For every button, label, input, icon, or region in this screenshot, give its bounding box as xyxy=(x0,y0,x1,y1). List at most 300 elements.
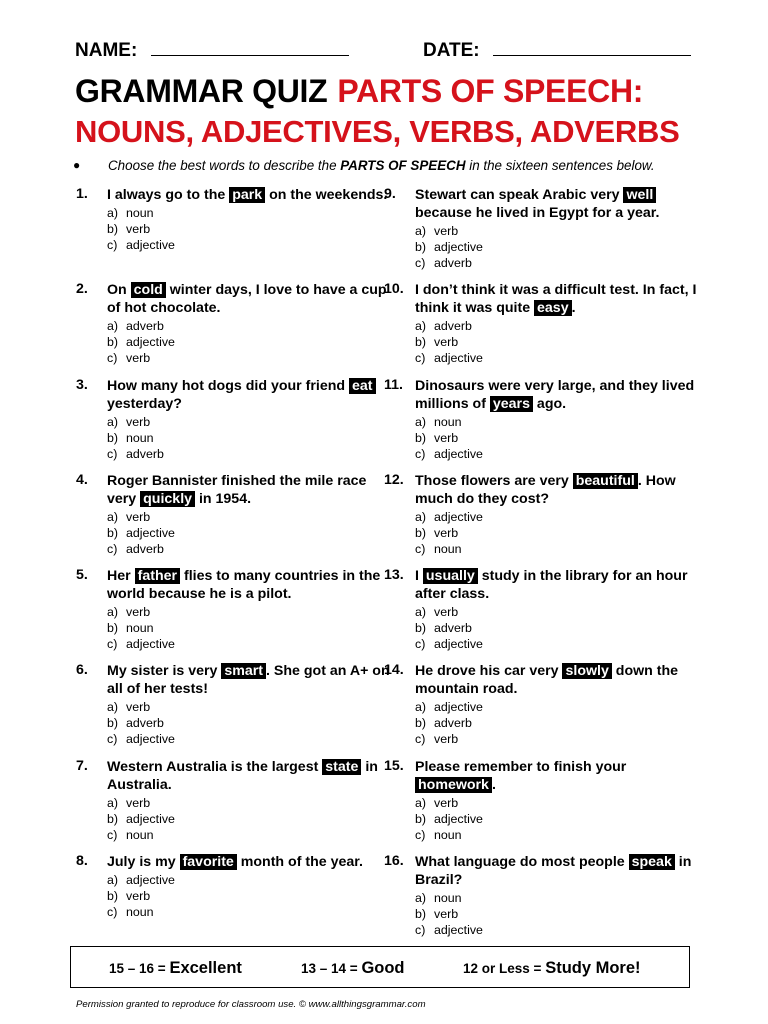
option-text: adjective xyxy=(434,240,483,254)
option-text: adjective xyxy=(434,700,483,715)
question-number: 16. xyxy=(384,853,404,870)
question-7 xyxy=(76,758,396,853)
answer-option[interactable] xyxy=(107,604,397,620)
option-letter: b) xyxy=(415,621,427,636)
score-range: 13 – 14 = xyxy=(301,961,362,976)
question-body xyxy=(107,567,397,652)
question-11 xyxy=(384,377,704,472)
option-text: adjective xyxy=(126,637,175,652)
option-letter: b) xyxy=(415,525,427,540)
highlighted-word: beautiful xyxy=(573,473,638,489)
stem-text-pre: Western Australia is the largest xyxy=(107,758,323,775)
option-text: verb xyxy=(126,795,151,810)
question-body xyxy=(415,472,705,557)
answer-option[interactable] xyxy=(107,221,397,237)
answer-options xyxy=(107,205,397,253)
answer-option[interactable] xyxy=(415,446,705,462)
stem-text-post: down the mountain road. xyxy=(415,663,679,698)
question-number: 2. xyxy=(76,281,88,298)
option-text: adverb xyxy=(126,319,164,334)
answer-option[interactable] xyxy=(415,620,705,636)
answer-option[interactable] xyxy=(415,350,705,366)
stem-text-pre: On xyxy=(107,282,131,299)
option-letter: c) xyxy=(415,446,426,461)
instructions-text-bold: PARTS OF SPEECH xyxy=(340,158,466,173)
option-letter: c) xyxy=(415,351,426,366)
stem-text-post: ago. xyxy=(532,395,567,412)
question-number: 7. xyxy=(76,757,88,774)
answer-option[interactable] xyxy=(415,255,705,271)
question-number: 10. xyxy=(384,281,404,298)
option-text: adjective xyxy=(434,811,483,826)
question-number: 6. xyxy=(76,662,88,679)
option-letter: c) xyxy=(107,827,118,842)
question-13 xyxy=(384,567,704,662)
stem-text-pre: Her xyxy=(107,568,135,585)
option-text: verb xyxy=(126,605,151,620)
question-body xyxy=(107,853,397,920)
option-text: noun xyxy=(434,827,462,842)
answer-option[interactable] xyxy=(415,827,705,843)
question-16 xyxy=(384,853,704,948)
option-letter: c) xyxy=(107,905,118,920)
answer-option[interactable] xyxy=(107,509,397,525)
option-text: noun xyxy=(126,621,154,636)
stem-text-pre: July is my xyxy=(107,854,180,871)
question-4 xyxy=(76,472,396,567)
answer-options xyxy=(415,604,705,652)
option-letter: b) xyxy=(107,811,119,826)
question-body xyxy=(415,281,705,366)
option-letter: c) xyxy=(415,923,426,938)
answer-option[interactable] xyxy=(415,731,705,747)
option-letter: b) xyxy=(415,430,427,445)
option-text: verb xyxy=(126,351,151,366)
option-text: verb xyxy=(434,224,459,238)
answer-option[interactable] xyxy=(415,795,705,811)
option-text: noun xyxy=(126,827,154,842)
highlighted-word: father xyxy=(135,568,180,584)
question-stem xyxy=(415,853,705,889)
option-letter: a) xyxy=(107,795,119,810)
question-8 xyxy=(76,853,396,948)
answer-option[interactable] xyxy=(415,636,705,652)
option-text: verb xyxy=(126,222,151,236)
name-blank-line[interactable] xyxy=(151,38,349,56)
stem-text-post: on the weekends. xyxy=(265,187,388,203)
option-letter: c) xyxy=(415,256,426,270)
answer-option[interactable] xyxy=(415,334,705,350)
answer-option[interactable] xyxy=(415,906,705,922)
option-text: adjective xyxy=(126,732,175,747)
stem-text-pre: Dinosaurs were very large, and they lived millions of xyxy=(415,377,695,412)
option-letter: a) xyxy=(107,700,119,715)
highlighted-word: favorite xyxy=(180,854,237,870)
answer-option[interactable] xyxy=(415,699,705,715)
date-field[interactable] xyxy=(423,38,691,62)
answer-options xyxy=(107,699,397,747)
stem-text-pre: Stewart can speak Arabic very xyxy=(415,187,624,203)
name-label: NAME: xyxy=(75,40,138,61)
answer-option[interactable] xyxy=(415,223,705,239)
answer-option[interactable] xyxy=(107,334,397,350)
option-text: verb xyxy=(126,509,151,524)
stem-text-pre: I don’t think it was a difficult test. In fact, I think it was quite xyxy=(415,282,697,317)
question-9 xyxy=(384,186,704,281)
instructions-text-post: in the sixteen sentences below. xyxy=(465,158,655,173)
answer-option[interactable] xyxy=(415,922,705,938)
question-body xyxy=(415,186,705,271)
answer-option[interactable] xyxy=(107,715,397,731)
option-letter: c) xyxy=(107,637,118,652)
option-letter: a) xyxy=(415,319,427,334)
option-letter: a) xyxy=(415,224,427,238)
question-10 xyxy=(384,281,704,376)
questions-column-right xyxy=(384,186,704,948)
option-letter: c) xyxy=(107,446,118,461)
answer-options xyxy=(415,699,705,747)
option-text: adverb xyxy=(434,621,472,636)
answer-option[interactable] xyxy=(415,811,705,827)
stem-text-pre: How many hot dogs did your friend xyxy=(107,377,349,394)
score-label: Study More! xyxy=(545,959,641,977)
option-text: adjective xyxy=(434,446,483,461)
stem-text-pre: Those flowers are very xyxy=(415,472,573,489)
stem-text-post: because he lived in Egypt for a year. xyxy=(415,205,660,221)
question-5 xyxy=(76,567,396,662)
answer-option[interactable] xyxy=(107,904,397,920)
title-grammar-quiz: GRAMMAR QUIZ xyxy=(75,73,328,109)
highlighted-word: state xyxy=(322,759,361,775)
question-3 xyxy=(76,377,396,472)
stem-text-pre: I xyxy=(415,568,423,585)
option-text: verb xyxy=(434,605,459,620)
stem-text-pre: Please remember to finish your xyxy=(415,758,627,775)
option-text: adverb xyxy=(434,319,472,334)
stem-text-pre: I always go to the xyxy=(107,187,230,203)
question-body xyxy=(415,853,705,938)
answer-option[interactable] xyxy=(107,636,397,652)
answer-option[interactable] xyxy=(415,318,705,334)
option-text: adverb xyxy=(434,256,472,270)
question-number: 11. xyxy=(384,376,403,393)
bullet-icon: ● xyxy=(73,158,81,172)
option-letter: a) xyxy=(107,319,119,334)
option-letter: a) xyxy=(107,414,119,429)
question-number: 14. xyxy=(384,662,404,679)
option-text: verb xyxy=(434,525,459,540)
option-letter: b) xyxy=(107,222,119,236)
option-text: verb xyxy=(126,414,151,429)
scoring-box xyxy=(70,946,690,988)
option-letter: c) xyxy=(415,732,426,747)
option-letter: a) xyxy=(107,605,119,620)
title-parts-of-speech: PARTS OF SPEECH: xyxy=(337,73,644,109)
answer-option[interactable] xyxy=(107,446,397,462)
option-letter: a) xyxy=(415,605,427,620)
score-excellent xyxy=(109,959,242,978)
highlighted-word: well xyxy=(623,187,656,203)
score-study-more xyxy=(463,959,641,978)
option-letter: c) xyxy=(415,827,426,842)
question-body xyxy=(415,377,705,462)
stem-text-post: in Australia. xyxy=(107,758,378,793)
stem-text-post: in 1954. xyxy=(195,490,252,507)
answer-options xyxy=(415,414,705,462)
option-letter: a) xyxy=(415,795,427,810)
score-good xyxy=(301,959,405,978)
answer-options xyxy=(415,318,705,366)
question-stem xyxy=(415,662,705,698)
option-letter: b) xyxy=(107,335,119,350)
option-letter: b) xyxy=(107,525,119,540)
copyright-footer: Permission granted to reproduce for classroom use. © www.allthingsgrammar.com xyxy=(76,999,426,1010)
score-range: 12 or Less = xyxy=(463,961,546,976)
question-stem xyxy=(415,472,705,508)
answer-option[interactable] xyxy=(107,318,397,334)
option-letter: b) xyxy=(415,811,427,826)
answer-option[interactable] xyxy=(107,430,397,446)
stem-text-post: . xyxy=(571,300,576,317)
answer-option[interactable] xyxy=(107,414,397,430)
option-text: noun xyxy=(434,541,462,556)
question-stem xyxy=(415,377,705,413)
option-text: adjective xyxy=(126,873,175,888)
option-text: adjective xyxy=(126,238,175,252)
answer-option[interactable] xyxy=(107,350,397,366)
answer-option[interactable] xyxy=(107,205,397,221)
answer-options xyxy=(107,795,397,843)
question-2 xyxy=(76,281,396,376)
question-number: 4. xyxy=(76,471,88,488)
answer-option[interactable] xyxy=(107,731,397,747)
option-letter: b) xyxy=(415,907,427,922)
option-letter: b) xyxy=(415,240,427,254)
answer-option[interactable] xyxy=(107,699,397,715)
answer-option[interactable] xyxy=(415,890,705,906)
option-text: verb xyxy=(434,335,459,350)
option-letter: a) xyxy=(415,509,427,524)
option-text: noun xyxy=(434,414,462,429)
question-number: 3. xyxy=(76,376,88,393)
answer-option[interactable] xyxy=(107,525,397,541)
option-letter: c) xyxy=(107,351,118,366)
question-body xyxy=(415,662,705,747)
option-letter: c) xyxy=(107,238,118,252)
answer-options xyxy=(415,509,705,557)
answer-option[interactable] xyxy=(107,872,397,888)
question-body xyxy=(107,758,397,843)
answer-option[interactable] xyxy=(415,239,705,255)
question-6 xyxy=(76,662,396,757)
stem-text-post: yesterday? xyxy=(107,395,182,412)
option-text: adverb xyxy=(126,716,164,731)
questions-column-left xyxy=(76,186,396,948)
answer-options xyxy=(107,414,397,462)
score-range: 15 – 16 = xyxy=(109,961,170,976)
answer-options xyxy=(415,223,705,271)
option-text: verb xyxy=(434,795,459,810)
stem-text-pre: My sister is very xyxy=(107,663,222,680)
answer-options xyxy=(107,509,397,557)
option-letter: c) xyxy=(415,541,426,556)
date-label: DATE: xyxy=(423,40,480,61)
question-body xyxy=(107,472,397,557)
answer-option[interactable] xyxy=(415,541,705,557)
answer-option[interactable] xyxy=(107,541,397,557)
option-text: adjective xyxy=(126,335,175,350)
option-text: adjective xyxy=(434,637,483,652)
answer-option[interactable] xyxy=(415,715,705,731)
stem-text-pre: What language do most people xyxy=(415,854,629,871)
option-letter: a) xyxy=(107,509,119,524)
option-text: verb xyxy=(434,907,459,922)
quiz-subtitle: NOUNS, ADJECTIVES, VERBS, ADVERBS xyxy=(75,114,680,149)
option-letter: a) xyxy=(415,414,427,429)
highlighted-word: park xyxy=(229,187,265,203)
option-text: verb xyxy=(126,889,151,904)
option-letter: c) xyxy=(415,637,426,652)
answer-option[interactable] xyxy=(415,509,705,525)
answer-option[interactable] xyxy=(107,888,397,904)
stem-text-pre: He drove his car very xyxy=(415,663,563,680)
question-stem xyxy=(107,662,397,698)
option-text: adjective xyxy=(434,509,483,524)
option-text: adjective xyxy=(126,525,175,540)
option-text: verb xyxy=(126,700,151,715)
option-text: adverb xyxy=(434,716,472,731)
option-letter: b) xyxy=(415,335,427,350)
highlighted-word: smart xyxy=(221,663,266,679)
option-text: noun xyxy=(126,905,154,920)
option-text: adjective xyxy=(434,923,483,938)
question-stem xyxy=(107,186,397,204)
question-body xyxy=(107,662,397,747)
highlighted-word: slowly xyxy=(562,663,611,679)
option-letter: b) xyxy=(107,716,119,731)
option-text: adjective xyxy=(434,351,483,366)
answer-option[interactable] xyxy=(107,795,397,811)
highlighted-word: usually xyxy=(423,568,478,584)
answer-option[interactable] xyxy=(415,604,705,620)
stem-text-post: month of the year. xyxy=(236,854,363,871)
question-1 xyxy=(76,186,396,281)
question-number: 12. xyxy=(384,471,404,488)
option-text: adverb xyxy=(126,541,164,556)
option-text: noun xyxy=(434,891,462,906)
name-field[interactable] xyxy=(75,38,349,62)
score-label: Excellent xyxy=(169,959,242,977)
date-blank-line[interactable] xyxy=(493,38,691,56)
highlighted-word: eat xyxy=(349,378,376,394)
answer-option[interactable] xyxy=(107,827,397,843)
question-body xyxy=(107,281,397,366)
answer-option[interactable] xyxy=(415,430,705,446)
question-number: 13. xyxy=(384,567,404,584)
question-body xyxy=(415,758,705,843)
question-stem xyxy=(107,377,397,413)
option-text: verb xyxy=(434,732,459,747)
option-text: adverb xyxy=(126,446,164,461)
answer-options xyxy=(415,795,705,843)
question-14 xyxy=(384,662,704,757)
answer-options xyxy=(107,318,397,366)
option-text: adjective xyxy=(126,811,175,826)
answer-options xyxy=(107,604,397,652)
stem-text-post: . She got an A+ on all of her tests! xyxy=(107,663,390,698)
question-stem xyxy=(415,281,705,317)
option-text: noun xyxy=(126,430,154,445)
option-letter: a) xyxy=(415,891,427,906)
question-stem xyxy=(415,186,705,222)
stem-text-post: in Brazil? xyxy=(415,854,692,889)
name-date-row xyxy=(75,38,695,64)
answer-option[interactable] xyxy=(415,414,705,430)
quiz-title xyxy=(75,73,643,110)
instructions-text xyxy=(108,158,655,173)
answer-option[interactable] xyxy=(107,620,397,636)
question-stem xyxy=(107,567,397,603)
highlighted-word: years xyxy=(490,396,533,412)
question-body xyxy=(107,377,397,462)
stem-text-post: . xyxy=(491,776,496,793)
question-number: 1. xyxy=(76,186,88,202)
answer-option[interactable] xyxy=(107,811,397,827)
answer-options xyxy=(107,872,397,920)
option-letter: a) xyxy=(415,700,427,715)
stem-text-pre: Roger Bannister finished the mile race very xyxy=(107,472,367,507)
highlighted-word: homework xyxy=(415,777,492,793)
question-stem xyxy=(107,853,397,871)
option-letter: c) xyxy=(107,732,118,747)
option-letter: b) xyxy=(107,621,119,636)
question-number: 9. xyxy=(384,186,396,202)
highlighted-word: quickly xyxy=(140,491,195,507)
question-stem xyxy=(415,758,705,794)
question-12 xyxy=(384,472,704,567)
option-letter: c) xyxy=(107,541,118,556)
answer-option[interactable] xyxy=(107,237,397,253)
answer-options xyxy=(415,890,705,938)
question-15 xyxy=(384,758,704,853)
question-body xyxy=(415,567,705,652)
answer-option[interactable] xyxy=(415,525,705,541)
option-letter: b) xyxy=(107,889,119,904)
stem-text-post: flies to many countries in the world because he is a pilot. xyxy=(107,568,381,603)
option-letter: b) xyxy=(415,716,427,731)
option-letter: b) xyxy=(107,430,119,445)
question-stem xyxy=(107,758,397,794)
question-body xyxy=(107,186,397,253)
question-stem xyxy=(107,281,397,317)
option-letter: a) xyxy=(107,206,119,220)
option-letter: a) xyxy=(107,873,119,888)
question-number: 15. xyxy=(384,757,404,774)
highlighted-word: easy xyxy=(534,300,572,316)
highlighted-word: cold xyxy=(131,282,166,298)
instructions-text-pre: Choose the best words to describe the xyxy=(108,158,341,173)
stem-text-post: winter days, I love to have a cup of hot chocolate. xyxy=(107,282,387,317)
option-text: noun xyxy=(126,206,154,220)
question-number: 5. xyxy=(76,567,88,584)
stem-text-post: . How much do they cost? xyxy=(415,472,676,507)
question-stem xyxy=(415,567,705,603)
question-stem xyxy=(107,472,397,508)
stem-text-post: study in the library for an hour after class. xyxy=(415,568,688,603)
question-number: 8. xyxy=(76,853,88,870)
option-text: verb xyxy=(434,430,459,445)
highlighted-word: speak xyxy=(629,854,675,870)
